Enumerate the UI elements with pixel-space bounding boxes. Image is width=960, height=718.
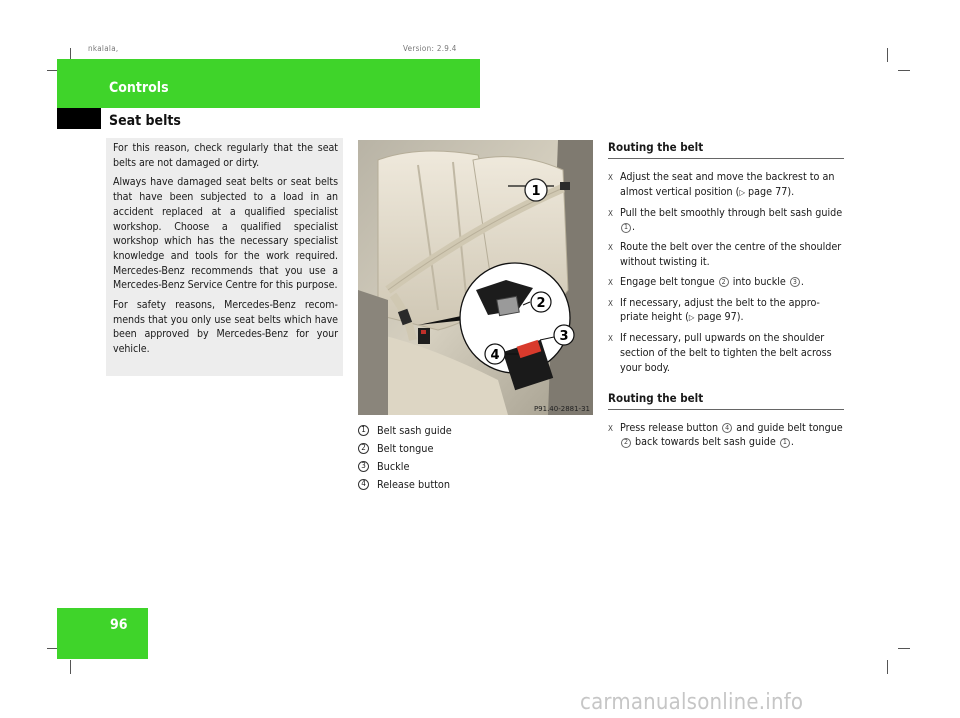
inline-callout: 4 bbox=[722, 423, 732, 433]
page-number: 96 bbox=[110, 617, 128, 633]
figure-legend bbox=[358, 421, 598, 493]
meta-author: nkalala, bbox=[88, 44, 119, 53]
watermark: carmanualsonline.info bbox=[580, 690, 804, 715]
legend-number: 4 bbox=[358, 479, 369, 490]
notice-box bbox=[106, 138, 343, 376]
meta-version: Version: 2.9.4 bbox=[403, 44, 457, 53]
legend-label: Buckle bbox=[377, 459, 410, 473]
crop-mark bbox=[898, 70, 910, 71]
legend-item bbox=[358, 457, 598, 475]
step-arrow-icon: X bbox=[608, 173, 613, 182]
step-item: X Engage belt tongue 2 into buckle 3 . bbox=[608, 275, 844, 291]
page-title: Seat belts bbox=[109, 113, 181, 129]
step-arrow-icon: X bbox=[608, 277, 613, 287]
legend-item bbox=[358, 439, 598, 457]
inline-callout: 3 bbox=[790, 277, 800, 287]
figure-callout: 2 bbox=[536, 296, 546, 311]
legend-number: 3 bbox=[358, 461, 369, 472]
step-arrow-icon: X bbox=[608, 334, 613, 344]
step-item: X If necessary, pull upwards on the shoulder section of the belt to tighten the belt across your body. bbox=[608, 331, 832, 374]
page-ref-icon: ▷ bbox=[739, 187, 745, 197]
step-item: X Pull the belt smoothly through belt sash guide 1 . bbox=[608, 205, 843, 234]
legend-number: 1 bbox=[358, 425, 369, 436]
step-item: X Press release button 4 and guide belt tongue 2 back towards belt sash guide 1 . bbox=[608, 420, 843, 449]
step-item: X If necessary, adjust the belt to the appropriate height (▷ page 97). bbox=[608, 296, 844, 327]
notice-paragraph: Always have damaged seat belts or seat belts that have been subjected to a load in an accident replaced at a qualified specialist workshop. Choose a qualified specialist workshop which has the necessary specialist knowledge and tools for the work required. Mercedes-Benz recommends that you use a Mercedes-Benz Service Centre for this purpose. bbox=[113, 176, 338, 292]
section-heading: Routing the belt bbox=[608, 391, 844, 410]
step-arrow-icon: X bbox=[608, 298, 613, 308]
legend-number: 2 bbox=[358, 443, 369, 454]
step-arrow-icon: X bbox=[608, 243, 613, 253]
crop-mark bbox=[70, 660, 71, 674]
page-link[interactable]: page 97 bbox=[697, 310, 737, 324]
figure-callout: 3 bbox=[559, 329, 569, 344]
legend-label: Release button bbox=[377, 477, 451, 491]
crop-mark bbox=[887, 660, 888, 674]
inline-callout: 2 bbox=[719, 277, 729, 287]
inline-callout: 1 bbox=[621, 223, 631, 233]
notice-paragraph: For this reason, check regularly that the seat belts are not damaged or dirty. bbox=[113, 142, 338, 169]
crop-mark bbox=[898, 648, 910, 649]
title-marker bbox=[57, 108, 101, 129]
step-arrow-icon: X bbox=[608, 423, 613, 433]
page-ref-icon: ▷ bbox=[688, 313, 695, 323]
page-number-tab bbox=[57, 608, 148, 659]
figure-callout: 1 bbox=[531, 184, 541, 199]
legend-item bbox=[358, 475, 598, 493]
page-link[interactable]: page 77 bbox=[748, 184, 788, 198]
step-item: X Adjust the seat and move the backrest to an almost vertical position (▷ page 77). bbox=[608, 170, 844, 201]
inline-callout: 2 bbox=[621, 438, 631, 448]
legend-label: Belt sash guide bbox=[377, 423, 452, 437]
section-heading: Routing the belt bbox=[608, 140, 844, 159]
seat-belt-photo bbox=[358, 140, 593, 415]
figure-callout: 4 bbox=[490, 348, 500, 363]
legend-label: Belt tongue bbox=[377, 441, 434, 455]
legend-item bbox=[358, 421, 598, 439]
inline-callout: 1 bbox=[780, 438, 790, 448]
step-arrow-icon: X bbox=[608, 208, 613, 218]
notice-paragraph: For safety reasons, Mercedes-Benz recommends that you only use seat belts which have been approved by Mercedes-Benz for your vehicle. bbox=[113, 299, 338, 356]
step-item: X Route the belt over the centre of the shoulder without twisting it. bbox=[608, 240, 842, 268]
instructions-column bbox=[608, 140, 844, 450]
section-label: Controls bbox=[109, 80, 169, 96]
figure-code: P91.40-2881-31 bbox=[533, 405, 590, 413]
crop-mark bbox=[887, 48, 888, 62]
